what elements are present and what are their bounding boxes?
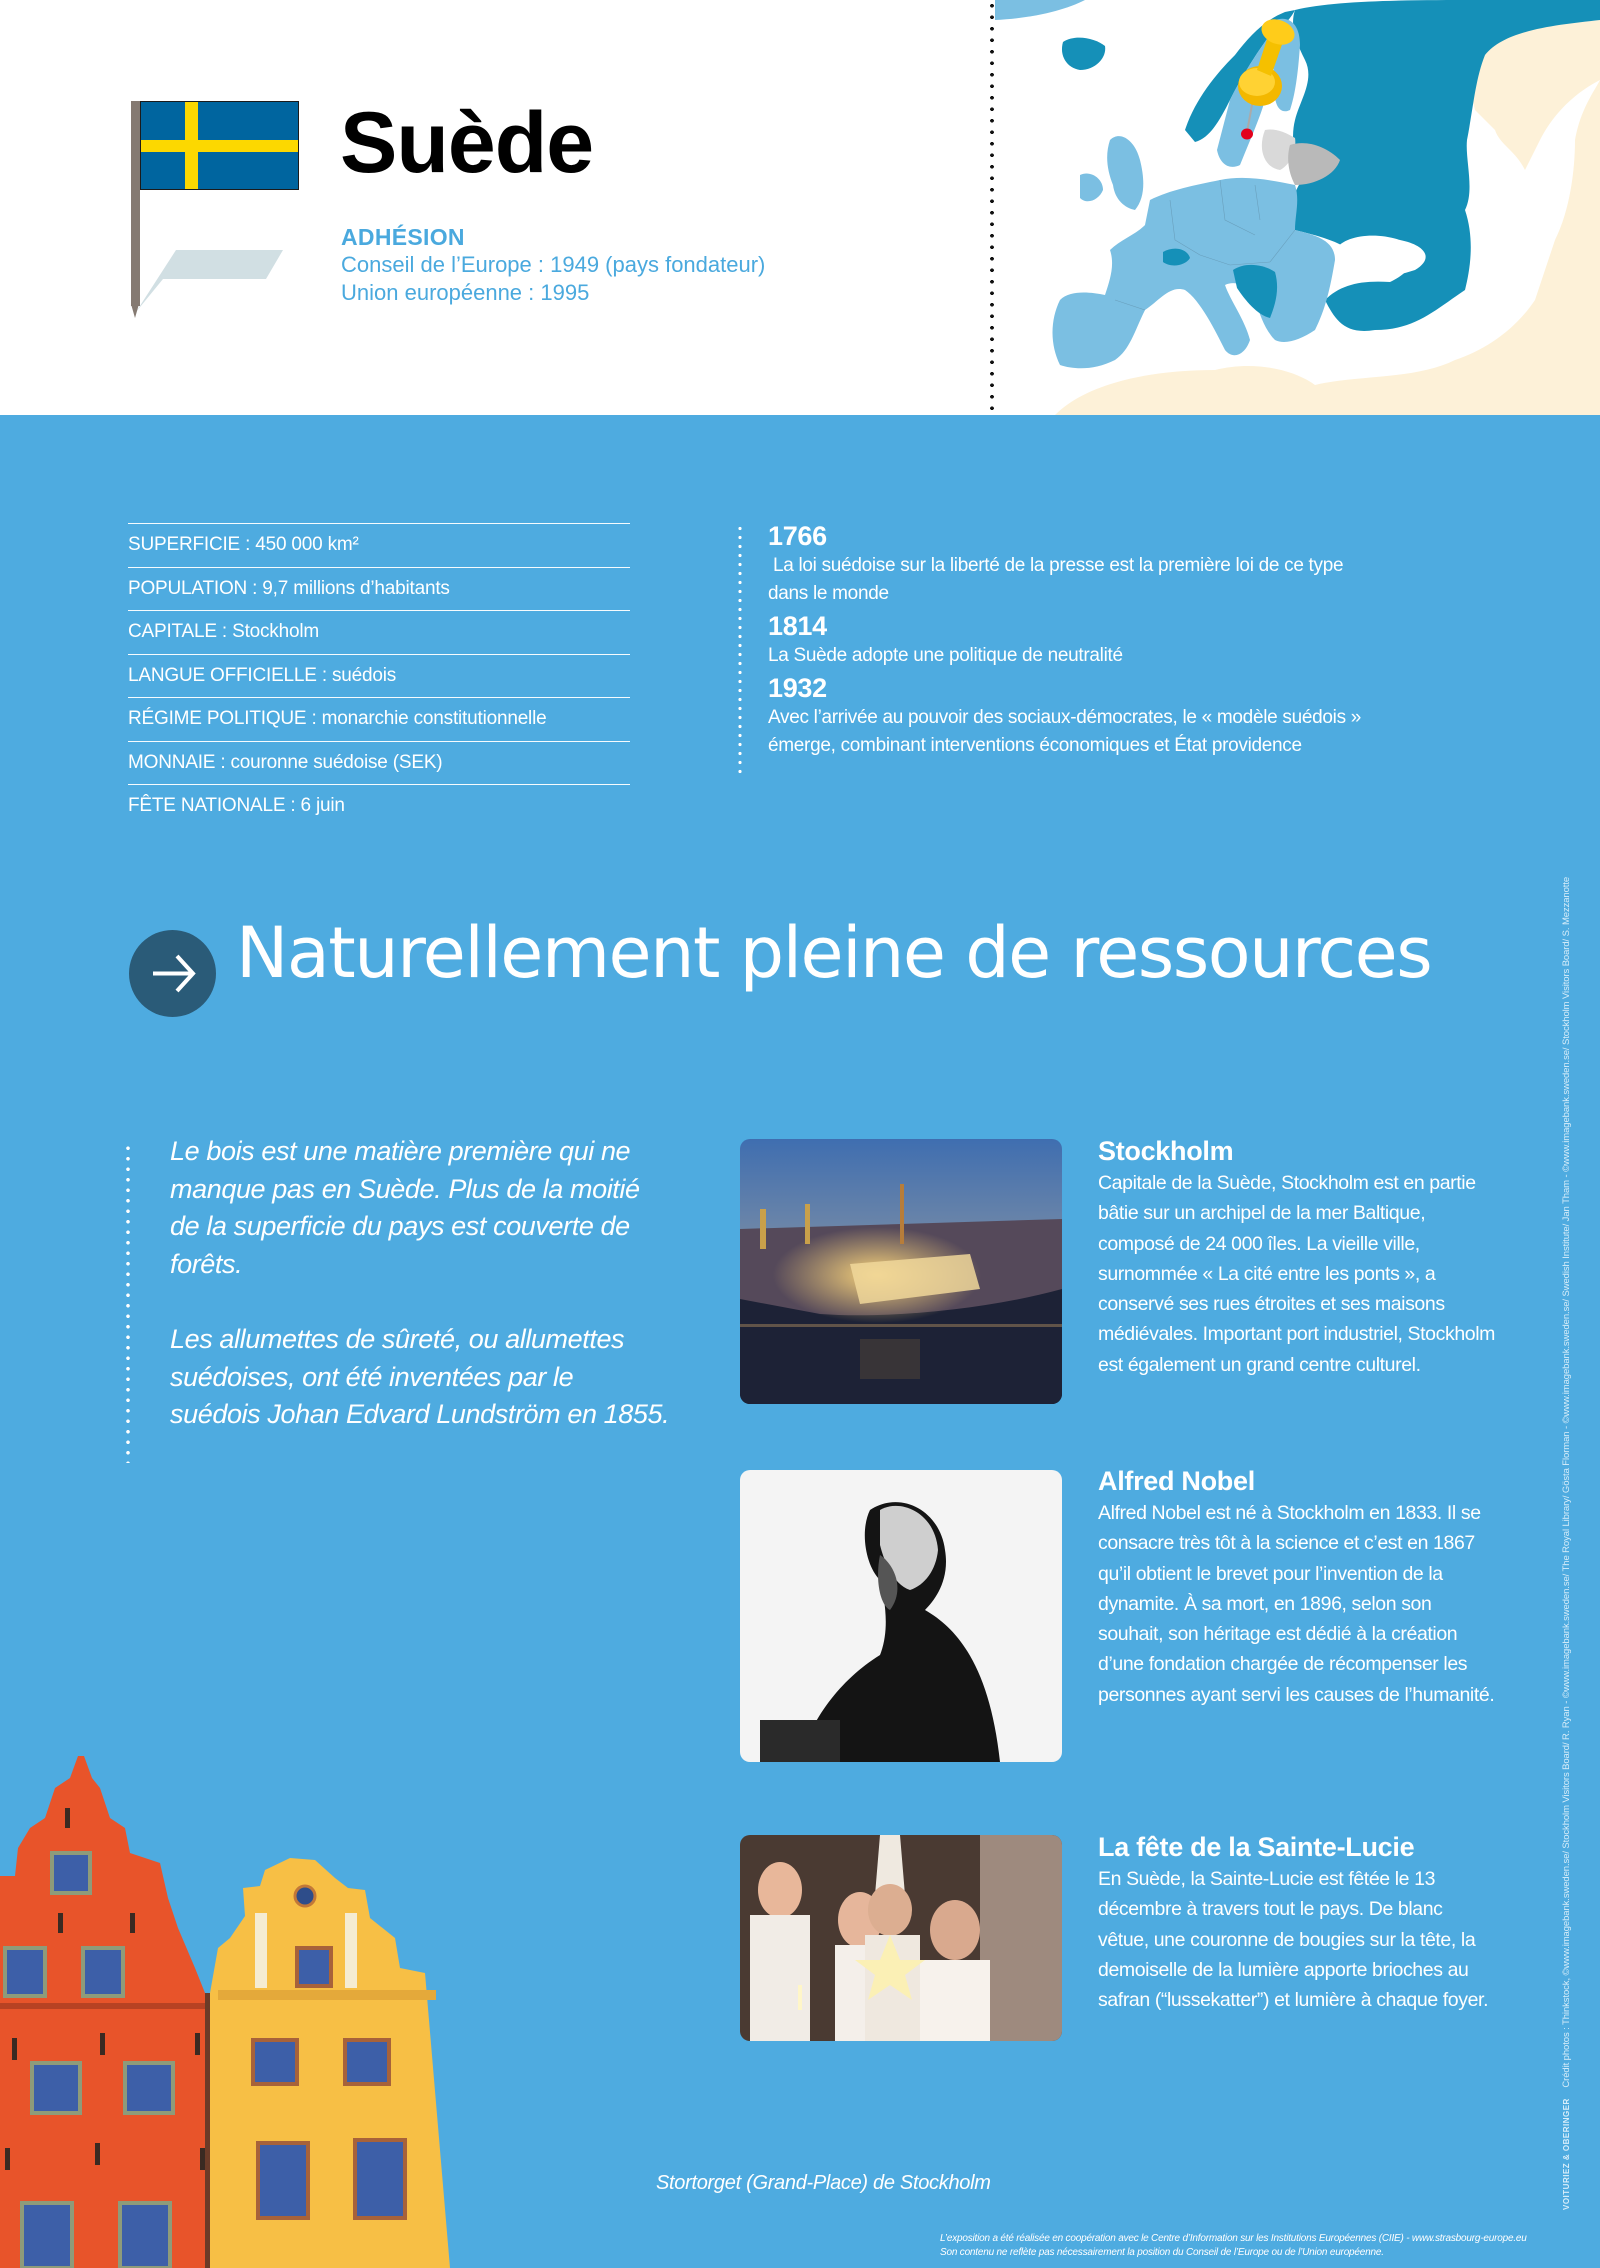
timeline-item — [768, 610, 1428, 670]
credits-brand: VOITURIEZ & OBERINGER — [1562, 2098, 1571, 2210]
card-body: Capitale de la Suède, Stockholm est en partie bâtie sur un archipel de la mer Baltique, composé de 24 000 îles. La vieille ville, surnommée « La cité entre les ponts », a conservé ses rues étroites et ses maisons médiévales. Important port industriel, Stockholm est également un grand centre culturel. — [1098, 1172, 1495, 1376]
key-facts-list — [128, 523, 630, 828]
card-title: Stockholm — [1098, 1136, 1234, 1166]
stortorget-buildings-image — [0, 1748, 640, 2268]
timeline-year: 1932 — [768, 673, 827, 703]
timeline-year: 1814 — [768, 611, 827, 641]
card-body: Alfred Nobel est né à Stockholm en 1833. Il se consacre très tôt à la science et c’est en 1867 qu’il obtient le brevet pour l’invention de la dynamite. À sa mort, en 1896, selon son souhait, son héritage est dédié à la création d’une fondation chargée de récompenser les personnes ayant servi les causes de l’humanité. — [1098, 1502, 1495, 1706]
timeline-year: 1766 — [768, 521, 827, 551]
timeline-text: La Suède adopte une politique de neutralité — [768, 645, 1123, 666]
timeline-item — [768, 520, 1428, 608]
footer-line: L’exposition a été réalisée en coopération avec le Centre d’Information sur les Institutions Européennes (CIIE) - www.strasbourg-europe.eu — [940, 2233, 1527, 2244]
card-title: La fête de la Sainte-Lucie — [1098, 1832, 1415, 1862]
fact-langue: LANGUE OFFICIELLE : suédois — [128, 654, 630, 698]
timeline — [768, 520, 1428, 762]
flag-pole — [131, 101, 140, 306]
fact-fete-nationale: FÊTE NATIONALE : 6 juin — [128, 784, 630, 828]
credits-text: Crédit photos : Thinkstock, ©www.imagebank.sweden.se/ Stockholm Visitors Board/ R. Ryan - ©www.imagebank.sweden.se/ The Royal Library/ Gösta Florman - ©www.imagebank.sweden.se/ Swedish Institute/ Jan Tham - ©www.imagebank.sweden.se/ Stockholm Visitors Board/ S. Mezzanotte — [1561, 876, 1572, 2088]
quote-paragraph: Les allumettes de sûreté, ou allumettes suédoises, ont été inventées par le suédois Johan Edvard Lundström en 1855. — [170, 1324, 670, 1429]
europe-map — [995, 0, 1600, 415]
highlight-quote — [170, 1133, 670, 1434]
card-stockholm — [1098, 1134, 1498, 1380]
timeline-text: La loi suédoise sur la liberté de la presse est la première loi de ce type dans le monde — [768, 555, 1349, 604]
photo-caption: Stortorget (Grand-Place) de Stockholm — [656, 2172, 991, 2194]
sainte-lucie-photo — [740, 1835, 1062, 2041]
fact-regime: RÉGIME POLITIQUE : monarchie constitutionnelle — [128, 697, 630, 741]
adhesion-eu: Union européenne : 1995 — [341, 280, 590, 305]
fact-population: POPULATION : 9,7 millions d’habitants — [128, 567, 630, 611]
fact-superficie: SUPERFICIE : 450 000 km² — [128, 523, 630, 567]
footer-line: Son contenu ne reflète pas nécessairement la position du Conseil de l’Europe ou de l’Union européenne. — [940, 2247, 1384, 2258]
quote-dotted-line — [126, 1143, 130, 1463]
timeline-item — [768, 672, 1428, 760]
adhesion-block — [341, 223, 765, 307]
sweden-flag-icon — [140, 101, 299, 190]
card-body: En Suède, la Sainte-Lucie est fêtée le 13 décembre à travers tout le pays. De blanc vêtue, une couronne de bougies sur la tête, la demoiselle de la lumière apporte brioches au safran (“lussekatter”) et lumière à chaque foyer. — [1098, 1868, 1489, 2012]
fact-capitale: CAPITALE : Stockholm — [128, 610, 630, 654]
stockholm-photo — [740, 1139, 1062, 1404]
alfred-nobel-portrait — [740, 1470, 1062, 1762]
timeline-text: Avec l’arrivée au pouvoir des sociaux-démocrates, le « modèle suédois » émerge, combinant interventions économiques et État providence — [768, 707, 1362, 756]
photo-credits — [1561, 877, 1572, 2210]
flag-pole-tip — [131, 304, 139, 318]
adhesion-council: Conseil de l’Europe : 1949 (pays fondateur) — [341, 252, 766, 277]
country-title: Suède — [340, 95, 594, 191]
arrow-right-icon — [129, 930, 216, 1017]
card-title: Alfred Nobel — [1098, 1466, 1255, 1496]
dotted-divider — [990, 0, 994, 415]
section-title: Naturellement pleine de ressources — [236, 912, 1432, 994]
timeline-dotted-line — [738, 524, 742, 776]
card-alfred-nobel — [1098, 1464, 1498, 1710]
footer-note — [940, 2232, 1560, 2260]
flag-shadow — [136, 250, 286, 324]
card-sainte-lucie — [1098, 1830, 1498, 2015]
adhesion-label: ADHÉSION — [341, 224, 465, 250]
quote-paragraph: Le bois est une matière première qui ne manque pas en Suède. Plus de la moitié de la superficie du pays est couverte de forêts. — [170, 1136, 640, 1279]
fact-monnaie: MONNAIE : couronne suédoise (SEK) — [128, 741, 630, 785]
